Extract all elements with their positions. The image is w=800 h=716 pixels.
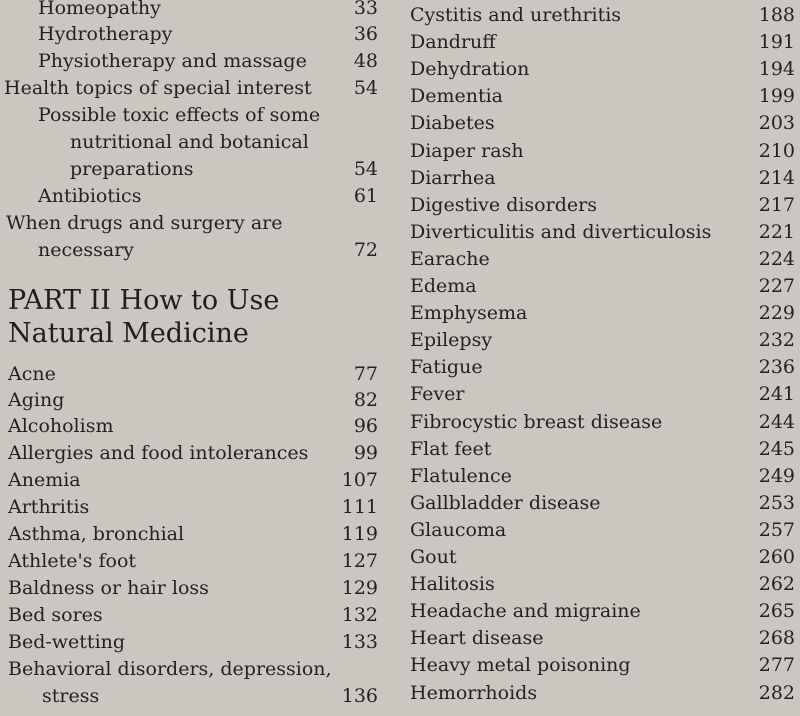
entry-title: Cystitis and urethritis [410,4,622,26]
entry-page: 232 [758,329,795,352]
entry-page: 203 [758,112,795,135]
entry-title: Allergies and food intolerances [8,442,309,464]
entry-title: Bed sores [8,604,103,626]
entry-title: Bed-wetting [8,631,126,653]
entry-title: Hydrotherapy [38,23,173,45]
entry-title: Heart disease [410,627,544,650]
entry-title: Diverticulitis and diverticulosis [410,220,712,243]
entry-title: Gallbladder disease [410,491,601,514]
entry-page: 253 [758,491,795,514]
entry-page: 229 [758,302,795,325]
entry-title: Acne [8,363,56,385]
entry-page: 136 [341,685,378,707]
entry-title: stress [42,685,100,707]
entry-page: 99 [353,442,378,464]
entry-page: 282 [758,681,795,704]
entry-title: Emphysema [410,302,528,325]
entry-title: Health topics of special interest [4,77,312,99]
entry-title: Dandruff [410,31,496,54]
entry-title: Fever [410,383,465,406]
entry-title: When drugs and surgery are [6,212,283,234]
entry-title: Aging [8,389,65,411]
entry-title: Dehydration [410,58,530,81]
entry-page: 191 [758,31,795,54]
entry-page: 210 [758,139,795,162]
entry-page: 96 [353,415,378,437]
entry-page: 54 [353,77,378,99]
entry-title: Diaper rash [410,139,524,162]
entry-page: 257 [758,518,795,541]
part-heading-line2: Natural Medicine [8,318,249,349]
entry-title: Gout [410,546,457,568]
entry-title: nutritional and botanical [70,131,309,153]
entry-page: 33 [353,0,378,19]
entry-page: 61 [353,185,378,207]
entry-page: 221 [758,220,795,243]
entry-page: 249 [758,464,795,487]
entry-page: 241 [758,383,795,406]
entry-page: 227 [758,275,795,297]
entry-title: Behavioral disorders, depression, [8,658,332,680]
entry-page: 82 [353,389,378,411]
entry-page: 214 [758,166,795,189]
entry-page: 133 [341,631,378,653]
entry-page: 132 [341,604,378,626]
entry-page: 199 [758,85,795,108]
entry-title: Diarrhea [410,166,496,189]
entry-title: Asthma, bronchial [8,523,185,545]
entry-title: Alcoholism [8,415,114,437]
entry-title: Hemorrhoids [410,681,538,704]
entry-title: Fibrocystic breast disease [410,410,663,433]
entry-title: Digestive disorders [410,193,597,216]
entry-title: preparations [70,158,194,180]
entry-title: Glaucoma [410,518,507,541]
entry-page: 111 [341,496,378,518]
entry-page: 236 [758,356,795,379]
entry-title: Epilepsy [410,329,493,352]
entry-title: Halitosis [410,573,495,596]
entry-title: Homeopathy [38,0,161,19]
entry-page: 268 [758,627,795,650]
entry-title: Dementia [410,85,504,108]
entry-page: 36 [353,23,378,45]
entry-title: Diabetes [410,112,495,135]
entry-title: Headache and migraine [410,600,641,623]
entry-page: 262 [758,573,795,596]
entry-page: 265 [758,600,795,623]
entry-title: Baldness or hair loss [8,577,209,599]
entry-page: 127 [341,550,378,572]
entry-title: Heavy metal poisoning [410,654,631,677]
entry-page: 277 [758,654,795,677]
entry-page: 244 [758,410,795,433]
entry-page: 77 [353,363,378,385]
entry-page: 224 [758,247,795,270]
entry-page: 48 [353,50,378,72]
entry-page: 129 [341,577,378,599]
entry-page: 260 [758,546,795,568]
entry-title: Arthritis [8,496,90,518]
entry-title: Edema [410,275,477,297]
entry-page: 119 [341,523,378,545]
entry-title: Physiotherapy and massage [38,50,307,72]
entry-title: Flatulence [410,464,512,487]
entry-page: 107 [341,469,378,491]
entry-title: Fatigue [410,356,483,379]
entry-title: Flat feet [410,437,492,460]
entry-page: 194 [758,58,795,81]
entry-page: 217 [758,193,795,216]
entry-title: Anemia [8,469,81,491]
entry-title: Possible toxic effects of some [38,104,321,126]
entry-title: Antibiotics [38,185,142,207]
entry-page: 245 [758,437,795,460]
entry-page: 72 [353,239,378,261]
entry-title: Athlete's foot [8,550,137,572]
entry-page: 54 [353,158,378,180]
entry-page: 188 [758,4,795,26]
part-heading-line1: PART II How to Use [8,285,280,316]
entry-title: Earache [410,247,490,270]
entry-title: necessary [38,239,135,261]
